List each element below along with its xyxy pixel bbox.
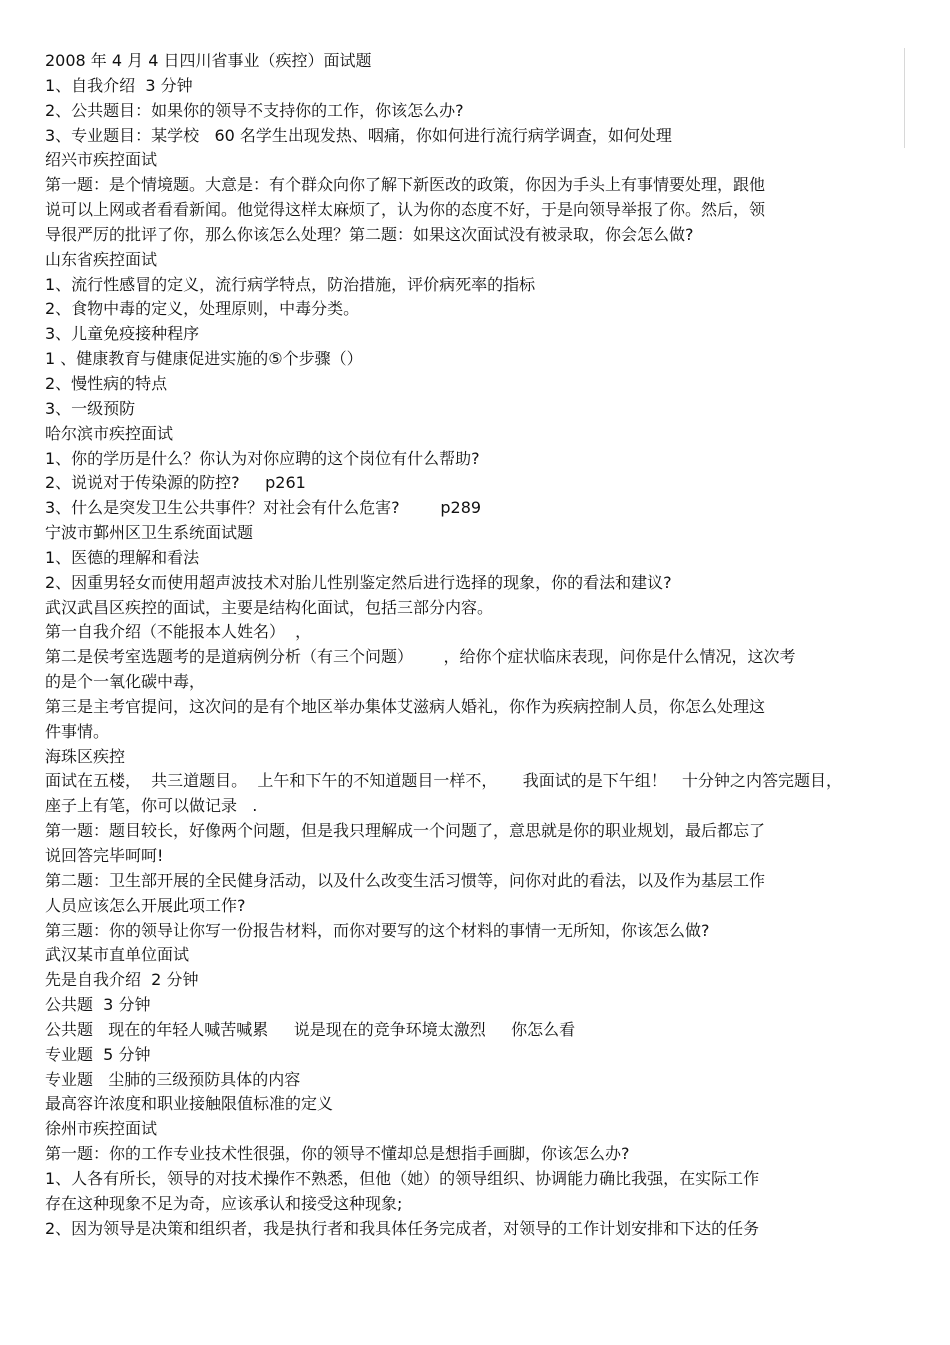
document-body — [45, 49, 925, 1242]
text-line: 1、自我介绍 3 分钟 — [45, 75, 193, 95]
text-line: 第一自我介绍（不能报本人姓名） ， — [45, 622, 312, 642]
text-line: 3、儿童免疫接种程序 — [45, 324, 200, 344]
text-line: 2、因重男轻女而使用超声波技术对胎儿性别鉴定然后进行选择的现象，你的看法和建议? — [45, 572, 672, 592]
text-line: 第二题：卫生部开展的全民健身活动，以及什么改变生活习惯等，问你对此的看法，以及作为基层工作 — [45, 870, 766, 890]
text-line: 3、专业题目：某学校 60 名学生出现发热、咽痛，你如何进行流行病学调查，如何处理 — [45, 125, 672, 145]
text-line: 武汉某市直单位面试 — [45, 945, 190, 965]
text-line: 2、慢性病的特点 — [45, 373, 168, 393]
page-edge-line — [904, 48, 905, 148]
text-line: 武汉武昌区疾控的面试，主要是结构化面试，包括三部分内容。 — [45, 597, 494, 617]
text-line: 1、流行性感冒的定义，流行病学特点，防治措施，评价病死率的指标 — [45, 274, 536, 294]
text-line: 存在这种现象不足为奇，应该承认和接受这种现象; — [45, 1193, 403, 1213]
text-line: 面试在五楼， 共三道题目。 上午和下午的不知道题目一样不， 我面试的是下午组！ 十分钟之内答完题目， — [45, 771, 843, 791]
text-line: 哈尔滨市疾控面试 — [45, 423, 174, 443]
text-line: 绍兴市疾控面试 — [45, 150, 158, 170]
text-line: 专业题 5 分钟 — [45, 1044, 151, 1064]
text-line: 第三题：你的领导让你写一份报告材料，而你对要写的这个材料的事情一无所知，你该怎么做? — [45, 920, 710, 940]
text-line: 宁波市鄞州区卫生系统面试题 — [45, 523, 254, 543]
text-line: 1 、健康教育与健康促进实施的⑤个步骤（） — [45, 349, 363, 369]
text-line: 徐州市疾控面试 — [45, 1119, 158, 1139]
text-line: 3、一级预防 — [45, 398, 136, 418]
text-line: 最高容许浓度和职业接触限值标准的定义 — [45, 1094, 334, 1114]
text-line: 专业题 尘肺的三级预防具体的内容 — [45, 1069, 301, 1089]
text-line: 2、说说对于传染源的防控? p261 — [45, 473, 306, 493]
text-line: 第二是侯考室选题考的是道病例分析（有三个问题） ，给你个症状临床表现，问你是什么情况，这次考 — [45, 647, 796, 667]
text-line: 2、因为领导是决策和组织者，我是执行者和我具体任务完成者，对领导的工作计划安排和下达的任务 — [45, 1218, 760, 1238]
text-line: 2008 年 4 月 4 日四川省事业（疾控）面试题 — [45, 51, 372, 70]
text-line: 的是个一氧化碳中毒， — [45, 672, 206, 692]
text-line: 山东省疾控面试 — [45, 249, 158, 269]
text-line: 说可以上网或者看看新闻。他觉得这样太麻烦了，认为你的态度不好，于是向领导举报了你。然后，领 — [45, 200, 766, 220]
text-line: 第一题：是个情境题。大意是：有个群众向你了解下新医改的政策，你因为手头上有事情要处理，跟他 — [45, 175, 766, 195]
text-line: 座子上有笔，你可以做记录 . — [45, 796, 258, 816]
text-line: 导很严厉的批评了你，那么你该怎么处理？第二题：如果这次面试没有被录取，你会怎么做? — [45, 224, 694, 244]
text-line: 人员应该怎么开展此项工作? — [45, 895, 246, 915]
text-line: 件事情。 — [45, 721, 110, 741]
text-line: 先是自我介绍 2 分钟 — [45, 970, 199, 990]
text-line: 海珠区疾控 — [45, 746, 126, 766]
text-line: 3、什么是突发卫生公共事件？对社会有什么危害? p289 — [45, 498, 482, 518]
text-line: 公共题 3 分钟 — [45, 995, 151, 1015]
text-line: 1、医德的理解和看法 — [45, 547, 200, 567]
text-line: 1、你的学历是什么？你认为对你应聘的这个岗位有什么帮助? — [45, 448, 480, 468]
text-line: 说回答完毕呵呵! — [45, 846, 164, 865]
text-line: 1、人各有所长，领导的对技术操作不熟悉，但他（她）的领导组织、协调能力确比我强，在实际工作 — [45, 1168, 760, 1188]
text-line: 第三是主考官提问，这次问的是有个地区举办集体艾滋病人婚礼，你作为疾病控制人员，你怎么处理这 — [45, 696, 766, 716]
text-line: 公共题 现在的年轻人喊苦喊累 说是现在的竞争环境太激烈 你怎么看 — [45, 1019, 576, 1039]
text-line: 2、公共题目：如果你的领导不支持你的工作，你该怎么办? — [45, 100, 464, 120]
text-line: 2、食物中毒的定义，处理原则，中毒分类。 — [45, 299, 360, 319]
text-line: 第一题：你的工作专业技术性很强，你的领导不懂却总是想指手画脚，你该怎么办? — [45, 1144, 630, 1164]
text-line: 第一题：题目较长，好像两个问题，但是我只理解成一个问题了，意思就是你的职业规划，最后都忘了 — [45, 821, 766, 841]
